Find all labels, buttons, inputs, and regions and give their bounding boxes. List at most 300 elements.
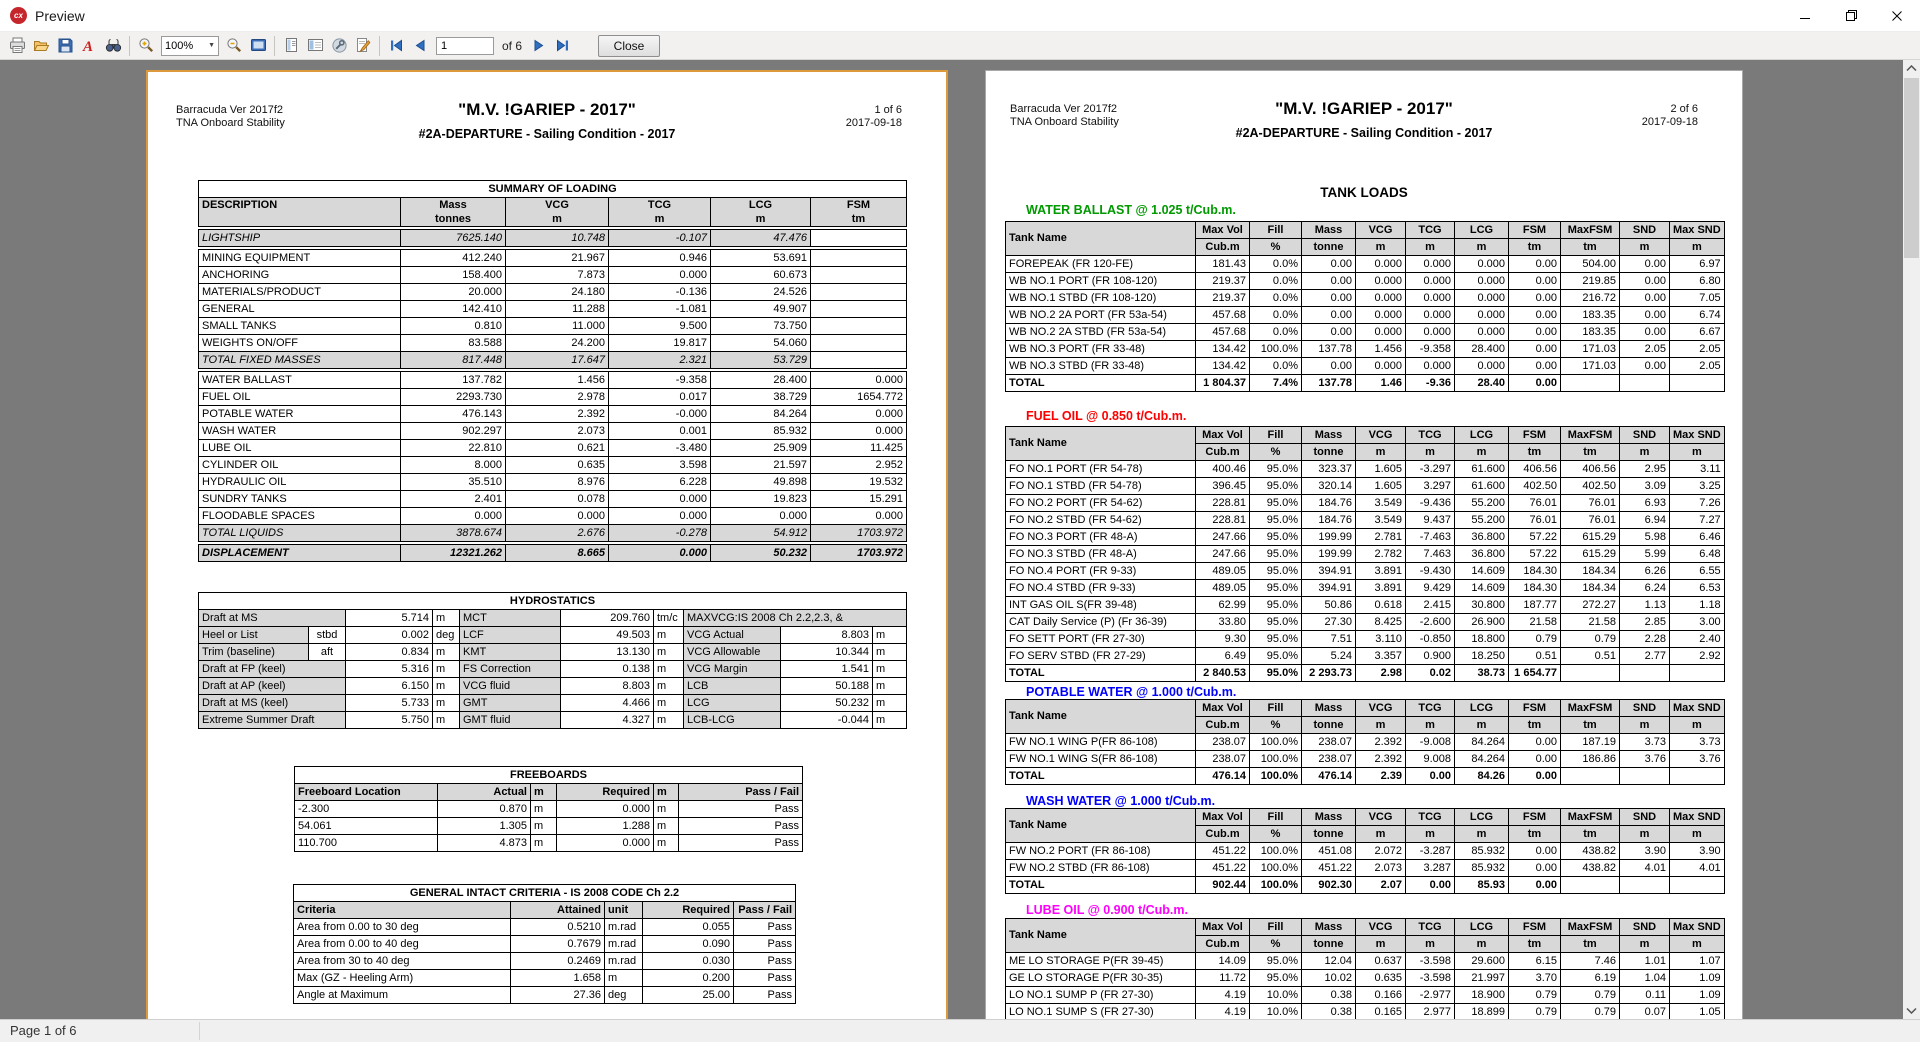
cell: Required: [643, 902, 734, 919]
cell: 110.700: [295, 835, 438, 852]
header-row: [1006, 427, 1725, 444]
cell: 0.002: [346, 627, 433, 644]
cell: 0.870: [438, 801, 531, 818]
cell: 0.000: [1356, 307, 1406, 324]
cell: tonne: [1302, 239, 1356, 256]
cell: FW NO.1 WING S(FR 86-108): [1006, 751, 1196, 768]
cell: m: [1620, 826, 1670, 843]
cell: 5.316: [346, 661, 433, 678]
cell: WATER BALLAST: [199, 372, 401, 389]
cell: 1 804.37: [1196, 375, 1250, 392]
cell: 0.07: [1620, 1004, 1670, 1020]
cell: 29.600: [1455, 953, 1509, 970]
cell: VCG Allowable: [684, 644, 781, 661]
table-row: [1006, 461, 1725, 478]
close-button[interactable]: Close: [598, 35, 660, 57]
cell: m: [654, 818, 679, 835]
cell: MINING EQUIPMENT: [199, 250, 401, 267]
cell: 24.526: [711, 284, 811, 301]
cell: 3.549: [1356, 495, 1406, 512]
cell: 27.30: [1302, 614, 1356, 631]
tank-loads-table: [1005, 918, 1725, 1019]
cell: 247.66: [1196, 546, 1250, 563]
cell: m: [1455, 717, 1509, 734]
cell: 184.30: [1509, 563, 1561, 580]
restore-button[interactable]: [1828, 0, 1874, 32]
cell: 1703.972: [811, 525, 907, 542]
cell: 1703.972: [811, 545, 907, 562]
tools-button[interactable]: [327, 34, 351, 58]
cell: -9.430: [1406, 563, 1455, 580]
vertical-scrollbar[interactable]: [1903, 60, 1920, 1019]
cell: GENERAL: [199, 301, 401, 318]
cell: 84.264: [1455, 734, 1509, 751]
cell: 1.01: [1620, 953, 1670, 970]
cell: tm: [1509, 826, 1561, 843]
title-row: [199, 593, 907, 610]
cell: 476.14: [1302, 768, 1356, 785]
cell: 5.750: [346, 712, 433, 729]
cell: 817.448: [401, 352, 506, 369]
preview-area: [0, 60, 1920, 1019]
cell: -2.600: [1406, 614, 1455, 631]
cell: 0.79: [1561, 1004, 1620, 1020]
cell: m: [654, 695, 684, 712]
cell: LCG: [684, 695, 781, 712]
cell: -9.008: [1406, 734, 1455, 751]
cell: 6.228: [609, 474, 711, 491]
cell: -3.480: [609, 440, 711, 457]
cell: 0.00: [1509, 341, 1561, 358]
cell: VCG: [1356, 809, 1406, 826]
cell: [811, 352, 907, 369]
cell: 100.0%: [1250, 877, 1302, 894]
cell: 95.0%: [1250, 495, 1302, 512]
tank-section-heading: WATER BALLAST @ 1.025 t/Cub.m.: [1026, 203, 1236, 217]
tank-loads-title: TANK LOADS: [1320, 185, 1408, 200]
table-row: [294, 936, 796, 953]
cell: [811, 250, 907, 267]
cell: Area from 0.00 to 30 deg: [294, 919, 511, 936]
scroll-down-button[interactable]: [1903, 1002, 1920, 1019]
cell: DISPLACEMENT: [199, 545, 401, 562]
table-row: [1006, 307, 1725, 324]
zoom-level-select[interactable]: [161, 36, 219, 56]
cell: Tank Name: [1006, 809, 1196, 843]
cell: 10.748: [506, 230, 609, 247]
cell: Extreme Summer Draft: [199, 712, 346, 729]
cell: [1670, 375, 1725, 392]
cell: 10.0%: [1250, 987, 1302, 1004]
cell: 0.00: [1620, 307, 1670, 324]
page-number-input[interactable]: [436, 37, 494, 55]
cell: 54.060: [711, 335, 811, 352]
cell: 0.38: [1302, 1004, 1356, 1020]
cell: FSM tm: [811, 198, 907, 227]
cell: WB NO.1 STBD (FR 108-120): [1006, 290, 1196, 307]
cell: 0.000: [1406, 273, 1455, 290]
cell: -0.107: [609, 230, 711, 247]
fit-page-button[interactable]: [246, 34, 270, 58]
cell: 406.56: [1561, 461, 1620, 478]
cell: 0.000: [609, 267, 711, 284]
cell: 15.291: [811, 491, 907, 508]
first-page-icon: [388, 37, 405, 54]
report-subtitle: #2A-DEPARTURE - Sailing Condition - 2017: [1235, 126, 1493, 140]
cell: -9.36: [1406, 375, 1455, 392]
cell: 0.000: [1356, 256, 1406, 273]
cell: 95.0%: [1250, 665, 1302, 682]
cell: Draft at MS (keel): [199, 695, 346, 712]
tank-table-wrap: [1005, 808, 1725, 896]
cell: 615.29: [1561, 546, 1620, 563]
cell: Cub.m: [1196, 444, 1250, 461]
cell: -0.136: [609, 284, 711, 301]
summary-header-table: [198, 180, 907, 227]
save-button[interactable]: [53, 34, 77, 58]
cell: 100.0%: [1250, 768, 1302, 785]
cell: 0.00: [1509, 324, 1561, 341]
cell: TCG: [1406, 222, 1455, 239]
table-row: [199, 457, 907, 474]
cell: 3.598: [609, 457, 711, 474]
table-row: [199, 230, 907, 247]
cell: 0.00: [1509, 375, 1561, 392]
cell: 6.150: [346, 678, 433, 695]
cell: 402.50: [1561, 478, 1620, 495]
header-row: [294, 902, 796, 919]
cell: 85.932: [1455, 843, 1509, 860]
report-title: "M.V. !GARIEP - 2017": [458, 100, 636, 119]
cell: Mass: [1302, 700, 1356, 717]
cell: m: [1455, 826, 1509, 843]
cell: TCG: [1406, 919, 1455, 936]
cell: Max SND: [1670, 809, 1725, 826]
cell: 85.932: [711, 423, 811, 440]
find-button[interactable]: [101, 34, 125, 58]
cell: 6.24: [1620, 580, 1670, 597]
cell: [811, 335, 907, 352]
cell: 0.621: [506, 440, 609, 457]
cell: 18.250: [1455, 648, 1509, 665]
cell: Mass: [1302, 427, 1356, 444]
cell: tm: [1509, 444, 1561, 461]
last-page-button[interactable]: [550, 34, 574, 58]
table-row: [199, 352, 907, 369]
cell: 95.0%: [1250, 597, 1302, 614]
cell: 0.00: [1302, 307, 1356, 324]
cell: 0.02: [1406, 665, 1455, 682]
cell: 902.297: [401, 423, 506, 440]
cell: m: [1670, 936, 1725, 953]
cell: 4.19: [1196, 987, 1250, 1004]
report-page-2[interactable]: [985, 70, 1743, 1019]
cell: 21.997: [1455, 970, 1509, 987]
cell: Pass: [679, 835, 803, 852]
cell: 320.14: [1302, 478, 1356, 495]
cell: m: [654, 678, 684, 695]
cell: 30.800: [1455, 597, 1509, 614]
cell: Max Vol: [1196, 919, 1250, 936]
cell: Max (GZ - Heeling Arm): [294, 970, 511, 987]
cell: -2.300: [295, 801, 438, 818]
cell: 0.0%: [1250, 290, 1302, 307]
cell: tonne: [1302, 936, 1356, 953]
cell: LO NO.1 SUMP P (FR 27-30): [1006, 987, 1196, 1004]
cell: 1.456: [506, 372, 609, 389]
cell: m: [433, 695, 460, 712]
cell: [811, 284, 907, 301]
table-row: [199, 389, 907, 406]
total-row: [1006, 665, 1725, 682]
table-row: [294, 953, 796, 970]
cell: 50.86: [1302, 597, 1356, 614]
cell: 0.00: [1509, 751, 1561, 768]
scrollbar-thumb[interactable]: [1904, 78, 1919, 258]
cell: 186.86: [1561, 751, 1620, 768]
cell: m: [433, 644, 460, 661]
cell: m: [433, 661, 460, 678]
close-icon: [1891, 10, 1903, 22]
cell: 76.01: [1561, 512, 1620, 529]
cell: 451.22: [1196, 860, 1250, 877]
edit-button[interactable]: [351, 34, 375, 58]
table-row: [199, 267, 907, 284]
summary-of-loading-section: [198, 180, 907, 564]
cell: 95.0%: [1250, 648, 1302, 665]
cell: 38.729: [711, 389, 811, 406]
cell: 7.51: [1302, 631, 1356, 648]
cell: 10.344: [781, 644, 873, 661]
cell: 0.51: [1509, 648, 1561, 665]
zoom-in-button[interactable]: [134, 34, 158, 58]
table-title: GENERAL INTACT CRITERIA - IS 2008 CODE Ch 2.2: [294, 885, 796, 902]
cell: TCG m: [609, 198, 711, 227]
scroll-down-icon: [1906, 1007, 1917, 1014]
cell: m: [654, 784, 679, 801]
cell: 7.46: [1561, 953, 1620, 970]
cell: 2.77: [1620, 648, 1670, 665]
cell: FO NO.4 PORT (FR 9-33): [1006, 563, 1196, 580]
cell: 216.72: [1561, 290, 1620, 307]
cell: WB NO.3 PORT (FR 33-48): [1006, 341, 1196, 358]
tank-loads-table: [1005, 426, 1725, 682]
minimize-button[interactable]: [1782, 0, 1828, 32]
zoom-in-icon: [138, 37, 155, 54]
cell: 9.008: [1406, 751, 1455, 768]
app-icon: cx: [10, 7, 27, 24]
cell: 8.665: [506, 545, 609, 562]
cell: 476.143: [401, 406, 506, 423]
cell: 0.00: [1620, 290, 1670, 307]
cell: 0.00: [1509, 307, 1561, 324]
cell: SND: [1620, 700, 1670, 717]
scroll-up-button[interactable]: [1903, 60, 1920, 77]
cell: m: [1620, 717, 1670, 734]
cell: FO NO.1 STBD (FR 54-78): [1006, 478, 1196, 495]
cell: Criteria: [294, 902, 511, 919]
cell: 1.07: [1670, 953, 1725, 970]
cell: 0.00: [1509, 358, 1561, 375]
cell: 0.79: [1509, 631, 1561, 648]
cell: 171.03: [1561, 358, 1620, 375]
page-setup-button[interactable]: [279, 34, 303, 58]
table-row: [1006, 341, 1725, 358]
cell: 412.240: [401, 250, 506, 267]
cell: 0.000: [506, 508, 609, 525]
cell: Fill: [1250, 809, 1302, 826]
cell: TCG: [1406, 809, 1455, 826]
cell: 457.68: [1196, 324, 1250, 341]
cell: 100.0%: [1250, 843, 1302, 860]
cell: 18.900: [1455, 987, 1509, 1004]
table-row: [295, 801, 803, 818]
prev-page-button[interactable]: [408, 34, 432, 58]
cell: 0.166: [1356, 987, 1406, 1004]
cell: 3.357: [1356, 648, 1406, 665]
cell: m: [654, 644, 684, 661]
cell: MaxFSM: [1561, 427, 1620, 444]
cell: aft: [309, 644, 346, 661]
first-page-button[interactable]: [384, 34, 408, 58]
cell: m: [1455, 936, 1509, 953]
table-row: [199, 284, 907, 301]
cell: 19.817: [609, 335, 711, 352]
cell: unit: [605, 902, 643, 919]
cell: KMT: [460, 644, 561, 661]
open-icon: [33, 37, 50, 54]
report-page-number: [1642, 103, 1698, 129]
cell: m: [1670, 717, 1725, 734]
cell: 5.24: [1302, 648, 1356, 665]
cell: LIGHTSHIP: [199, 230, 401, 247]
cell: 902.44: [1196, 877, 1250, 894]
cell: 0.00: [1509, 290, 1561, 307]
table-row: [1006, 563, 1725, 580]
cell: 36.800: [1455, 546, 1509, 563]
cell: [1620, 375, 1670, 392]
cell: 25.909: [711, 440, 811, 457]
cell: Mass: [1302, 809, 1356, 826]
cell: 0.2469: [511, 953, 605, 970]
cell: m: [1670, 826, 1725, 843]
table-row: [199, 335, 907, 352]
cell: 19.823: [711, 491, 811, 508]
cell: MaxFSM: [1561, 809, 1620, 826]
zoom-out-button[interactable]: [222, 34, 246, 58]
intact-criteria-table: [293, 884, 796, 1004]
cell: 2.321: [609, 352, 711, 369]
cell: [1670, 877, 1725, 894]
header-row: [1006, 700, 1725, 717]
cell: VCG Margin: [684, 661, 781, 678]
open-button[interactable]: [29, 34, 53, 58]
cell: LCG: [1455, 809, 1509, 826]
window-title: Preview: [35, 7, 85, 24]
cell: m: [873, 695, 907, 712]
thumbnails-view-button[interactable]: [303, 34, 327, 58]
report-page-number: [846, 104, 902, 130]
cell: 451.08: [1302, 843, 1356, 860]
cell: FSM: [1509, 809, 1561, 826]
pdf-export-button[interactable]: [77, 34, 101, 58]
cell: 0.000: [1455, 324, 1509, 341]
cell: Pass: [679, 818, 803, 835]
page-setup-icon: [283, 37, 300, 54]
header-row: [295, 784, 803, 801]
save-icon: [57, 37, 74, 54]
cell: Max SND: [1670, 919, 1725, 936]
report-app-name: TNA Onboard Stability: [1010, 116, 1119, 128]
table-row: [199, 406, 907, 423]
cell: 85.93: [1455, 877, 1509, 894]
cell: 100.0%: [1250, 860, 1302, 877]
cell: 0.200: [643, 970, 734, 987]
cell: Mass: [1302, 919, 1356, 936]
cell: Tank Name: [1006, 700, 1196, 734]
cell: 95.0%: [1250, 580, 1302, 597]
cell: 6.48: [1670, 546, 1725, 563]
cell: TOTAL FIXED MASSES: [199, 352, 401, 369]
cell: 0.000: [811, 406, 907, 423]
tank-loads-table: [1005, 221, 1725, 392]
toolbar-separator: [379, 36, 380, 56]
cell: 2.05: [1670, 358, 1725, 375]
freeboards-table: [294, 766, 803, 852]
cell: FO SERV STBD (FR 27-29): [1006, 648, 1196, 665]
cell: [1620, 768, 1670, 785]
cell: 0.0%: [1250, 324, 1302, 341]
cell: 11.425: [811, 440, 907, 457]
cell: 0.000: [1455, 358, 1509, 375]
cell: -3.287: [1406, 843, 1455, 860]
cell: SND: [1620, 809, 1670, 826]
cell: Pass: [734, 953, 796, 970]
cell: [1561, 768, 1620, 785]
cell: 2.05: [1670, 341, 1725, 358]
cell: ME LO STORAGE P(FR 39-45): [1006, 953, 1196, 970]
cell: 50.232: [711, 545, 811, 562]
cell: 2.073: [1356, 860, 1406, 877]
cell: 7.463: [1406, 546, 1455, 563]
next-page-button[interactable]: [526, 34, 550, 58]
cell: Cub.m: [1196, 936, 1250, 953]
cell: 24.180: [506, 284, 609, 301]
cell: 53.691: [711, 250, 811, 267]
cell: 0.000: [1356, 358, 1406, 375]
print-button[interactable]: [5, 34, 29, 58]
cell: MaxFSM: [1561, 919, 1620, 936]
table-row: [1006, 512, 1725, 529]
thumbnails-icon: [307, 37, 324, 54]
cell: 134.42: [1196, 358, 1250, 375]
cell: 4.466: [561, 695, 654, 712]
cell: 0.00: [1620, 358, 1670, 375]
cell: Draft at AP (keel): [199, 678, 346, 695]
cell: 18.800: [1455, 631, 1509, 648]
next-page-icon: [530, 37, 547, 54]
cell: -9.358: [1406, 341, 1455, 358]
report-page-1[interactable]: [146, 70, 948, 1019]
cell: 76.01: [1509, 512, 1561, 529]
cell: 18.899: [1455, 1004, 1509, 1020]
close-window-button[interactable]: [1874, 0, 1920, 32]
cell: m: [531, 835, 557, 852]
cell: 0.000: [1406, 307, 1455, 324]
cell: 27.36: [511, 987, 605, 1004]
cell: 1.541: [781, 661, 873, 678]
summary-lightship-table: [198, 229, 907, 247]
